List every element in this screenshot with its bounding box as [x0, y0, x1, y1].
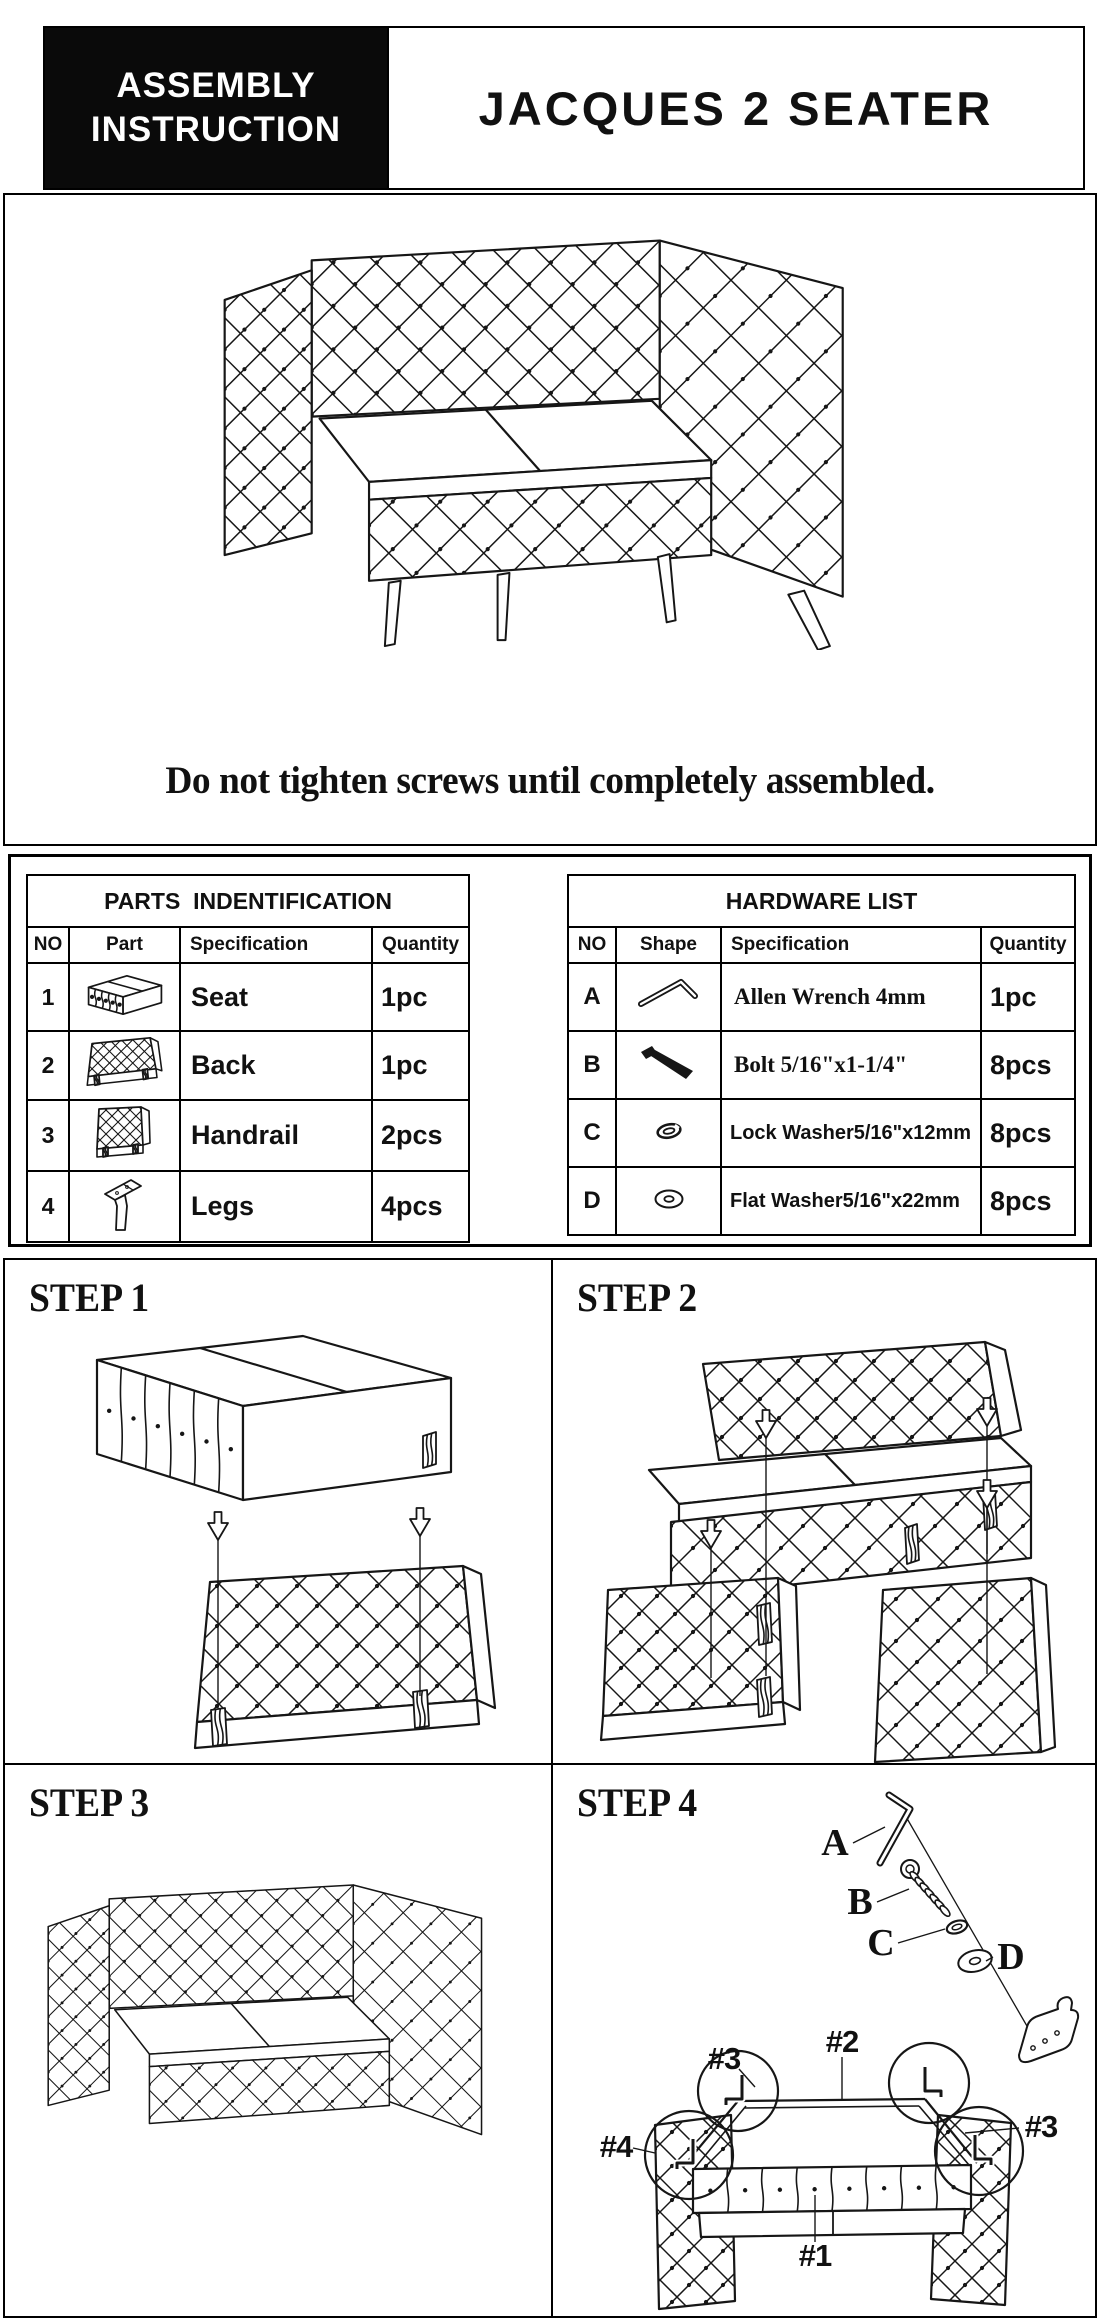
document-header: [43, 26, 1085, 190]
hardware-specification: Lock Washer5/16"x12mm: [721, 1099, 981, 1167]
hardware-table-title-row: [568, 875, 1075, 927]
hardware-no: B: [568, 1031, 616, 1099]
step-1-label: STEP 1: [29, 1275, 150, 1320]
hardware-no: C: [568, 1099, 616, 1167]
hardware-quantity: 8pcs: [981, 1099, 1075, 1167]
callout-part-3-top: #3: [707, 2041, 741, 2076]
callout-flat-washer: D: [997, 1936, 1025, 1978]
part-quantity: 1pc: [372, 1031, 469, 1100]
back-part-icon: [77, 1032, 173, 1094]
hardware-icon-cell: [616, 963, 721, 1031]
hardware-quantity: 8pcs: [981, 1167, 1075, 1235]
callout-lock-washer: C: [867, 1922, 895, 1964]
part-icon-cell: [69, 963, 180, 1031]
parts-table-title: PARTS INDENTIFICATION: [27, 875, 469, 927]
part-specification: Handrail: [180, 1100, 372, 1171]
hardware-no: A: [568, 963, 616, 1031]
part-quantity: 2pcs: [372, 1100, 469, 1171]
hardware-specification: Bolt 5/16"x1-1/4": [721, 1031, 981, 1099]
brand-line1: ASSEMBLY: [116, 65, 316, 105]
part-quantity: 4pcs: [372, 1171, 469, 1242]
part-specification: Back: [180, 1031, 372, 1100]
step-4-label: STEP 4: [577, 1780, 698, 1825]
flat-washer-icon: [643, 1183, 695, 1215]
table-row: [27, 963, 469, 1031]
col-header-quantity: Quantity: [981, 927, 1075, 963]
callout-allen-wrench: A: [821, 1822, 849, 1864]
parts-table: [26, 874, 470, 1243]
part-icon-cell: [69, 1031, 180, 1100]
parts-table-title-row: [27, 875, 469, 927]
step-3-label: STEP 3: [29, 1780, 150, 1825]
table-row: [27, 1031, 469, 1100]
hardware-quantity: 8pcs: [981, 1031, 1075, 1099]
col-header-quantity: Quantity: [372, 927, 469, 963]
steps-section: [3, 1258, 1097, 2318]
part-quantity: 1pc: [372, 963, 469, 1031]
col-header-no: NO: [27, 927, 69, 963]
part-specification: Legs: [180, 1171, 372, 1242]
col-header-shape: Shape: [616, 927, 721, 963]
part-no: 2: [27, 1031, 69, 1100]
callout-part-3-right: #3: [1024, 2109, 1058, 2144]
step-3-diagram: [27, 1860, 527, 2172]
seat-part-icon: [79, 968, 171, 1022]
part-no: 4: [27, 1171, 69, 1242]
product-title-box: [387, 28, 1083, 188]
legs-part-icon: [95, 1172, 155, 1236]
part-no: 1: [27, 963, 69, 1031]
table-row: [27, 1171, 469, 1242]
part-no: 3: [27, 1100, 69, 1171]
hardware-table-title: HARDWARE LIST: [568, 875, 1075, 927]
hardware-icon-cell: [616, 1031, 721, 1099]
hardware-icon-cell: [616, 1099, 721, 1167]
table-row: [568, 963, 1075, 1031]
handrail-part-icon: [87, 1101, 163, 1165]
callout-part-4: #4: [599, 2129, 633, 2164]
hardware-icon-cell: [616, 1167, 721, 1235]
product-title: JACQUES 2 SEATER: [478, 81, 994, 135]
callout-part-2: #2: [825, 2024, 859, 2059]
table-row: [568, 1099, 1075, 1167]
col-header-no: NO: [568, 927, 616, 963]
step-1-panel: [5, 1260, 553, 1765]
col-header-specification: Specification: [721, 927, 981, 963]
col-header-specification: Specification: [180, 927, 372, 963]
brand-box: [45, 28, 387, 188]
parts-table-header-row: [27, 927, 469, 963]
part-icon-cell: [69, 1100, 180, 1171]
warning-text: Do not tighten screws until completely assembled.: [165, 759, 935, 802]
callout-part-1: #1: [798, 2238, 832, 2273]
lock-washer-icon: [645, 1116, 693, 1146]
step-1-diagram: [5, 1260, 551, 1763]
bolt-icon: [633, 1042, 705, 1084]
step-2-label: STEP 2: [577, 1275, 698, 1320]
part-specification: Seat: [180, 963, 372, 1031]
allen-wrench-icon: [627, 972, 711, 1018]
step-2-panel: [553, 1260, 1095, 1765]
callout-bolt: B: [847, 1881, 873, 1923]
table-row: [27, 1100, 469, 1171]
hardware-quantity: 1pc: [981, 963, 1075, 1031]
hardware-specification: Allen Wrench 4mm: [721, 963, 981, 1031]
hardware-specification: Flat Washer5/16"x22mm: [721, 1167, 981, 1235]
part-icon-cell: [69, 1171, 180, 1242]
hardware-table: [567, 874, 1076, 1236]
parts-hardware-section: [8, 854, 1092, 1247]
step-4-panel: [553, 1765, 1095, 2316]
hardware-no: D: [568, 1167, 616, 1235]
sofa-illustration: [195, 205, 907, 650]
overview-section: [3, 193, 1097, 846]
col-header-part: Part: [69, 927, 180, 963]
step-3-panel: [5, 1765, 553, 2316]
table-row: [568, 1167, 1075, 1235]
table-row: [568, 1031, 1075, 1099]
hardware-table-header-row: [568, 927, 1075, 963]
step-2-diagram: [553, 1260, 1095, 1763]
brand-line2: INSTRUCTION: [90, 110, 342, 149]
